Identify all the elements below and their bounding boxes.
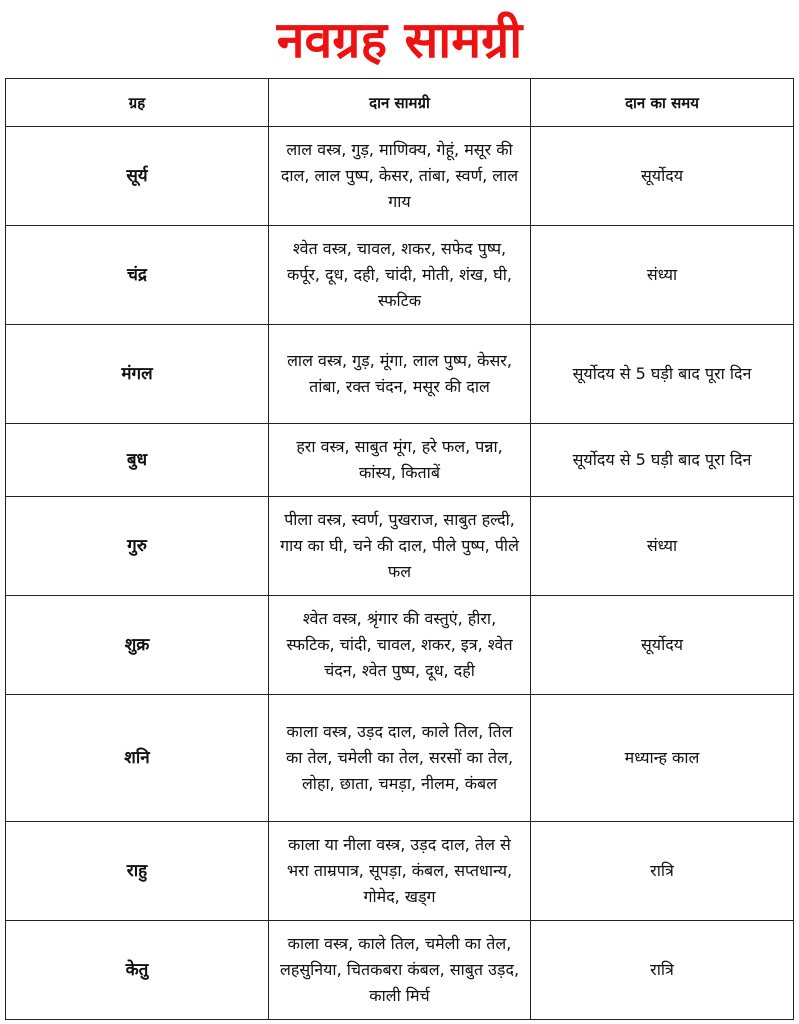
items-cell: लाल वस्त्र, गुड़, माणिक्य, गेहूं, मसूर की दाल, लाल पुष्प, केसर, तांबा, स्वर्ण, लाल गाय: [269, 127, 531, 226]
header-donation-time: दान का समय: [531, 79, 794, 127]
planet-cell: राहु: [6, 822, 269, 921]
time-cell: सूर्योदय: [531, 596, 794, 695]
table-row: [6, 226, 794, 325]
time-cell: रात्रि: [531, 822, 794, 921]
planet-cell: शुक्र: [6, 596, 269, 695]
planet-cell: चंद्र: [6, 226, 269, 325]
time-cell: सूर्योदय से 5 घड़ी बाद पूरा दिन: [531, 424, 794, 497]
page-title: नवग्रह सामग्री: [276, 11, 523, 69]
table-row: [6, 497, 794, 596]
planet-cell: शनि: [6, 695, 269, 822]
planet-cell: बुध: [6, 424, 269, 497]
planet-cell: मंगल: [6, 325, 269, 424]
planet-cell: गुरु: [6, 497, 269, 596]
navgraha-table: [5, 78, 794, 1020]
time-cell: सूर्योदय: [531, 127, 794, 226]
time-cell: सूर्योदय से 5 घड़ी बाद पूरा दिन: [531, 325, 794, 424]
table-row: [6, 596, 794, 695]
items-cell: श्वेत वस्त्र, चावल, शकर, सफेद पुष्प, कर्पूर, दूध, दही, चांदी, मोती, शंख, घी, स्फटिक: [269, 226, 531, 325]
items-cell: पीला वस्त्र, स्वर्ण, पुखराज, साबुत हल्दी, गाय का घी, चने की दाल, पीले पुष्प, पीले फल: [269, 497, 531, 596]
table-row: [6, 695, 794, 822]
table-row: [6, 424, 794, 497]
planet-cell: केतु: [6, 921, 269, 1020]
items-cell: श्वेत वस्त्र, श्रृंगार की वस्तुएं, हीरा, स्फटिक, चांदी, चावल, शकर, इत्र, श्वेत चंदन, श्वेत पुष्प, दूध, दही: [269, 596, 531, 695]
table-row: [6, 325, 794, 424]
items-cell: काला या नीला वस्त्र, उड़द दाल, तेल से भरा ताम्रपात्र, सूपड़ा, कंबल, सप्तधान्य, गोमेद, खड्ग: [269, 822, 531, 921]
time-cell: संध्या: [531, 497, 794, 596]
planet-cell: सूर्य: [6, 127, 269, 226]
table-row: [6, 127, 794, 226]
items-cell: काला वस्त्र, काले तिल, चमेली का तेल, लहसुनिया, चितकबरा कंबल, साबुत उड़द, काली मिर्च: [269, 921, 531, 1020]
table-row: [6, 921, 794, 1020]
items-cell: हरा वस्त्र, साबुत मूंग, हरे फल, पन्ना, कांस्य, किताबें: [269, 424, 531, 497]
items-cell: काला वस्त्र, उड़द दाल, काले तिल, तिल का तेल, चमेली का तेल, सरसों का तेल, लोहा, छाता, चमड़ा, नीलम, कंबल: [269, 695, 531, 822]
time-cell: रात्रि: [531, 921, 794, 1020]
table-row: [6, 822, 794, 921]
header-donation-items: दान सामग्री: [269, 79, 531, 127]
header-planet: ग्रह: [6, 79, 269, 127]
table-header-row: [6, 79, 794, 127]
time-cell: संध्या: [531, 226, 794, 325]
items-cell: लाल वस्त्र, गुड़, मूंगा, लाल पुष्प, केसर, तांबा, रक्त चंदन, मसूर की दाल: [269, 325, 531, 424]
time-cell: मध्यान्ह काल: [531, 695, 794, 822]
